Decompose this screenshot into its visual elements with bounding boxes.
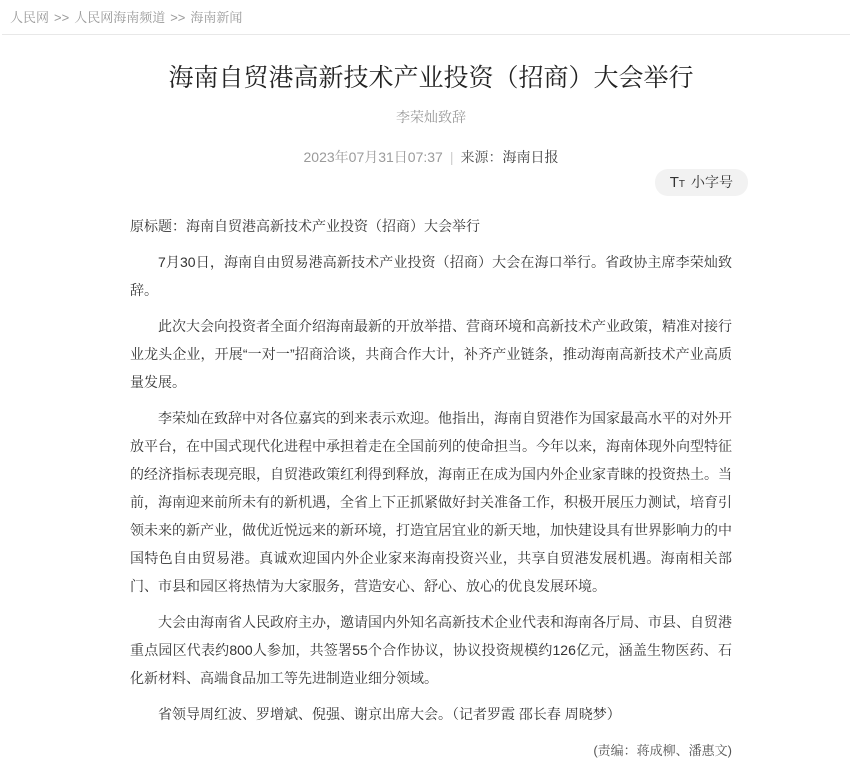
article-paragraph: 大会由海南省人民政府主办，邀请国内外知名高新技术企业代表和海南各厅局、市县、自贸港重点园区代表约800人参加，共签署55个合作协议，协议投资规模约126亿元，涵盖生物医药、石化新材料、高端食品加工等先进制造业细分领域。 — [130, 614, 732, 686]
text-size-icon: T T — [669, 174, 685, 191]
page-title: 海南自贸港高新技术产业投资（招商）大会举行 — [168, 64, 694, 92]
source-link[interactable]: 海南日报 — [502, 149, 559, 165]
font-size-button[interactable] — [655, 169, 748, 196]
article-paragraph: 李荣灿在致辞中对各位嘉宾的到来表示欢迎。他指出，海南自贸港作为国家最高水平的对外开放平台，在中国式现代化进程中承担着走在全国前列的使命担当。今年以来，海南体现外向型特征的经济指标表现亮眼，自贸港政策红利得到释放，海南正在成为国内外企业家青睐的投资热土。当前，海南迎来前所未有的新机遇，全省上下正抓紧做好封关准备工作，积极开展压力测试，培育引领未来的新产业，做优近悦远来的新环境，打造宜居宜业的新天地，加快建设具有世界影响力的中国特色自由贸易港。真诚欢迎国内外企业家来海南投资兴业，共享自贸港发展机遇。海南相关部门、市县和园区将热情为大家服务，营造安心、舒心、放心的优良发展环境。 — [130, 410, 732, 594]
article-paragraph: 7月30日，海南自由贸易港高新技术产业投资（招商）大会在海口举行。省政协主席李荣灿致辞。 — [130, 254, 732, 298]
breadcrumb-separator: >> — [170, 10, 186, 25]
breadcrumb-item-channel[interactable]: 人民网海南频道 — [74, 10, 166, 25]
font-size-button-label: 小字号 — [691, 174, 733, 190]
original-title: 原标题：海南自贸港高新技术产业投资（招商）大会举行 — [130, 218, 480, 234]
top-divider — [2, 34, 850, 35]
source-label: 来源： — [460, 149, 503, 165]
article-toolbar — [130, 169, 732, 196]
article — [130, 62, 732, 759]
breadcrumb-item-news[interactable]: 海南新闻 — [190, 10, 243, 25]
article-paragraph: 此次大会向投资者全面介绍海南最新的开放举措、营商环境和高新技术产业政策，精准对接行业龙头企业，开展“一对一”招商洽谈，共商合作大计，补齐产业链条，推动海南高新技术产业高质量发展。 — [130, 318, 732, 390]
publish-date: 2023年07月31日07:37 — [303, 149, 443, 165]
breadcrumb — [0, 0, 862, 26]
article-subtitle: 李荣灿致辞 — [396, 109, 466, 125]
meta-separator: | — [449, 149, 454, 165]
article-paragraph: 省领导周红波、罗增斌、倪强、谢京出席大会。（记者罗霞 邵长春 周晓梦） — [158, 706, 621, 722]
editor-note: (责编：蒋成柳、潘惠文) — [593, 743, 732, 758]
breadcrumb-separator: >> — [54, 10, 70, 25]
article-meta — [130, 147, 732, 167]
breadcrumb-item-home[interactable]: 人民网 — [10, 10, 50, 25]
article-body — [130, 248, 732, 728]
